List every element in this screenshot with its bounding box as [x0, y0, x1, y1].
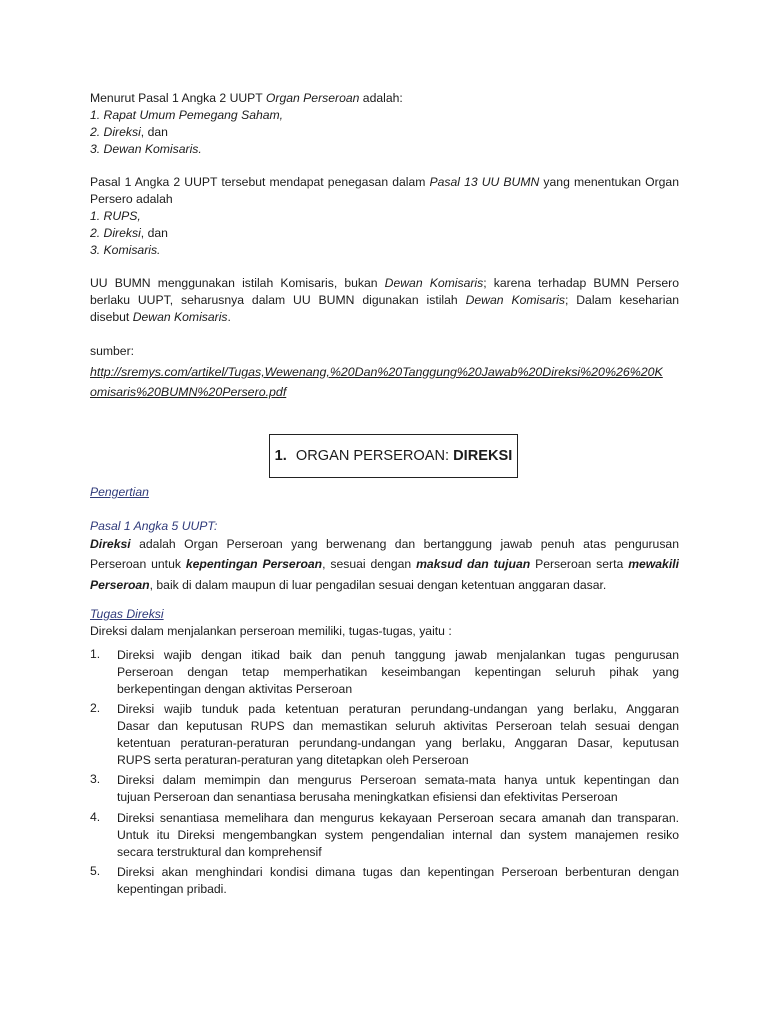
list-item-line: Dasar dan keputusan RUPS dan memastikan seluruh aktivitas Perseroan telah sesuai dengan: [117, 719, 679, 733]
intro-lead: Menurut Pasal 1 Angka 2 UUPT Organ Perseroan adalah:: [90, 91, 403, 105]
uu-bumn-section: [90, 275, 679, 326]
section-title: ORGAN PERSEROAN:: [295, 448, 450, 464]
list-item-number: 1.: [90, 647, 101, 661]
list-item-line: secara terstruktural dan komprehensif: [117, 845, 322, 859]
tugas-heading: Tugas Direksi: [90, 607, 164, 621]
intro-item-3: 3. Dewan Komisaris.: [90, 142, 202, 156]
source-section: [90, 343, 679, 401]
uu-bumn-line-2: berlaku UUPT, seharusnya dalam UU BUMN digunakan istilah Dewan Komisaris; Dalam keseharian: [90, 293, 679, 307]
intro-item-2: 2. Direksi, dan: [90, 125, 168, 139]
pasal13-item-1: 1. RUPS,: [90, 209, 141, 223]
list-item-number: 3.: [90, 772, 101, 786]
list-item-line: Untuk itu Direksi mengembangkan system pengendalian internal dan system manajemen resiko: [117, 828, 679, 842]
source-link[interactable]: http://sremys.com/artikel/Tugas,Wewenang,%20Dan%20Tanggung%20Jawab%20Direksi%20%26%20K: [90, 365, 663, 379]
pengertian-section: [90, 484, 679, 501]
intro-section: [90, 90, 679, 158]
pengertian-heading: Pengertian: [90, 485, 149, 499]
section-number: 1.: [274, 448, 287, 464]
list-item-line: Perseroan dengan tetap memperhatikan keseimbangan kepentingan seluruh pihak yang: [117, 665, 679, 679]
source-link-line-1[interactable]: [90, 364, 679, 381]
list-item-line: Direksi wajib dengan itikad baik dan penuh tanggung jawab menjalankan tugas pengurusan: [117, 648, 679, 662]
pasal13-item-2: 2. Direksi, dan: [90, 226, 168, 240]
tugas-intro: Direksi dalam menjalankan perseroan memiliki, tugas-tugas, yaitu :: [90, 624, 452, 638]
list-item-line: RUPS serta peraturan-peraturan yang ditetapkan oleh Perseroan: [117, 753, 469, 767]
source-link-line-2[interactable]: [90, 384, 679, 401]
list-item-number: 5.: [90, 864, 101, 878]
list-item-line: kepentingan pribadi.: [117, 882, 227, 896]
tugas-section: [90, 606, 679, 640]
section-title-bold: DIREKSI: [453, 448, 513, 464]
pengertian-ref: Pasal 1 Angka 5 UUPT:: [90, 519, 218, 533]
list-item-line: Direksi dalam memimpin dan mengurus Perseroan semata-mata hanya untuk kepentingan dan: [117, 773, 679, 787]
list-item-line: berkepentingan dengan aktivitas Perseroan: [117, 682, 353, 696]
pasal13-section: [90, 174, 679, 259]
uu-bumn-line-1: UU BUMN menggunakan istilah Komisaris, bukan Dewan Komisaris; karena terhadap BUMN Persero: [90, 276, 679, 290]
list-item-line: ketentuan peraturan-peraturan perundang-undangan yang berlaku, Anggaran Dasar, keputusan: [117, 736, 679, 750]
source-link-continued[interactable]: omisaris%20BUMN%20Persero.pdf: [90, 385, 287, 399]
list-item-number: 2.: [90, 701, 101, 715]
list-item-number: 4.: [90, 810, 101, 824]
list-item-line: Direksi akan menghindari kondisi dimana tugas dan kepentingan Perseroan berbenturan dengan: [117, 865, 679, 879]
intro-item-1: 1. Rapat Umum Pemegang Saham,: [90, 108, 284, 122]
list-item-line: Direksi wajib tunduk pada ketentuan peraturan perundang-undangan yang berlaku, Anggaran: [117, 702, 679, 716]
list-item-line: Direksi senantiasa memelihara dan mengurus kekayaan Perseroan secara amanah dan transparan.: [117, 811, 679, 825]
list-item-line: tujuan Perseroan dan senantiasa berusaha meningkatkan efisiensi dan efektivitas Perseroan: [117, 790, 618, 804]
pengertian-line-3: Perseroan, baik di dalam maupun di luar pengadilan sesuai dengan ketentuan anggaran dasar.: [90, 578, 607, 592]
source-label: sumber:: [90, 344, 135, 358]
pasal13-line-1: Pasal 1 Angka 2 UUPT tersebut mendapat penegasan dalam Pasal 13 UU BUMN yang menentukan Organ: [90, 175, 679, 189]
pengertian-line-1: Direksi adalah Organ Perseroan yang berwenang dan bertanggung jawab penuh atas pengurusan: [90, 537, 679, 551]
section-heading-box: [269, 434, 518, 478]
pengertian-body: [90, 518, 679, 596]
pasal13-line-2: Persero adalah: [90, 192, 173, 206]
pengertian-line-2: Perseroan untuk kepentingan Perseroan, sesuai dengan maksud dan tujuan Perseroan serta mewakili: [90, 557, 679, 571]
uu-bumn-line-3: disebut Dewan Komisaris.: [90, 310, 231, 324]
pasal13-item-3: 3. Komisaris.: [90, 243, 161, 257]
